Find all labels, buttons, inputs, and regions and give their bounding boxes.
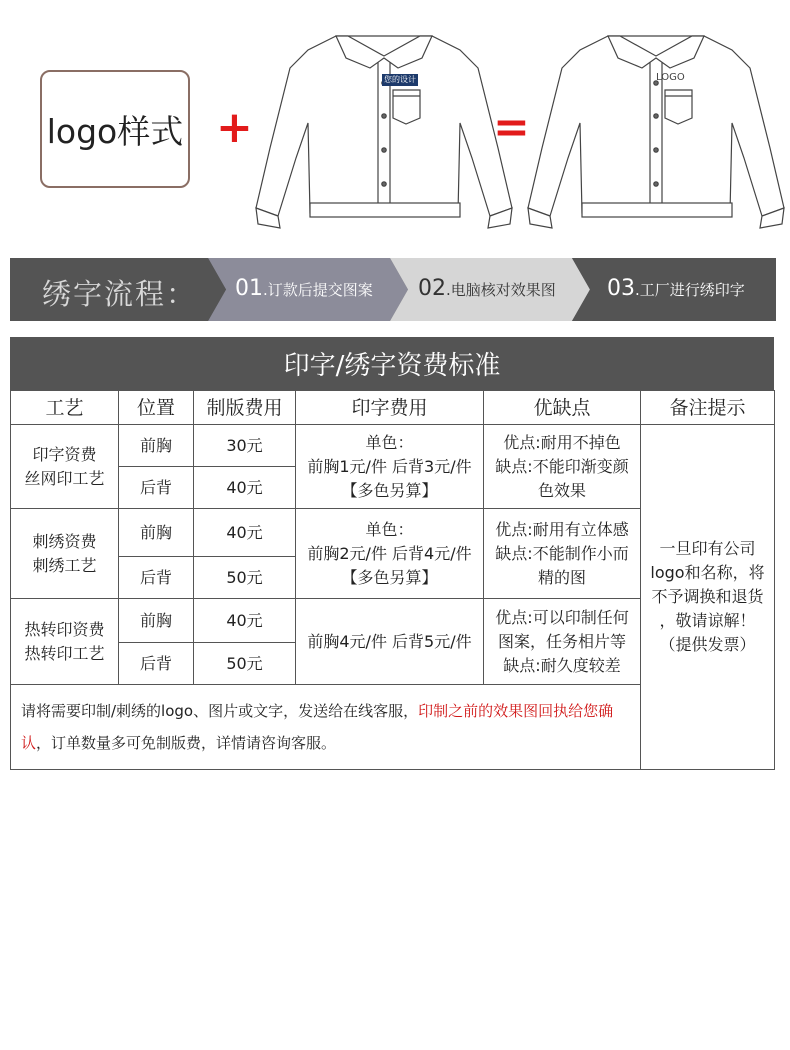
header-pros-cons: 优缺点 (484, 391, 641, 425)
process-title: 绣字流程： (42, 277, 198, 311)
position-cell: 后背 (119, 467, 194, 509)
plate-fee-cell: 40元 (194, 467, 296, 509)
plus-sign: + (216, 102, 253, 153)
plate-fee-cell: 50元 (194, 643, 296, 685)
position-cell: 前胸 (119, 599, 194, 643)
header-print-fee: 印字费用 (296, 391, 484, 425)
footer-highlight: 印制之前的效果图回执给您确认 (21, 702, 614, 752)
header-plate-fee: 制版费用 (194, 391, 296, 425)
header-notes: 备注提示 (641, 391, 775, 425)
position-cell: 前胸 (119, 425, 194, 467)
table-header-row (11, 391, 775, 425)
pros-cons-cell: 优点:耐用有立体感 缺点:不能制作小而 精的图 (484, 509, 641, 599)
craft-cell: 刺绣资费 刺绣工艺 (11, 509, 119, 599)
table-row (11, 425, 775, 467)
pricing-table (10, 390, 775, 770)
notes-cell: 一旦印有公司 logo和名称，将 不予调换和退货 ，敬请谅解！ （提供发票） (641, 425, 775, 770)
print-fee-cell: 单色： 前胸1元/件 后背3元/件 【多色另算】 (296, 425, 484, 509)
print-fee-cell: 单色： 前胸2元/件 后背4元/件 【多色另算】 (296, 509, 484, 599)
shirt-with-design-illustration (248, 28, 518, 233)
plate-fee-cell: 40元 (194, 509, 296, 557)
position-cell: 后背 (119, 557, 194, 599)
plate-fee-cell: 40元 (194, 599, 296, 643)
position-cell: 前胸 (119, 509, 194, 557)
print-fee-cell: 前胸4元/件 后背5元/件 (296, 599, 484, 685)
design-tag: 您的设计 (384, 75, 416, 84)
shirt-with-logo-illustration (520, 28, 790, 233)
logo-style-box (40, 70, 190, 188)
position-cell: 后背 (119, 643, 194, 685)
pros-cons-cell: 优点:可以印制任何 图案，任务相片等 缺点:耐久度较差 (484, 599, 641, 685)
logo-tag: LOGO (656, 72, 685, 83)
logo-style-label: logo样式 (46, 111, 184, 151)
pros-cons-cell: 优点:耐用不掉色 缺点:不能印渐变颜 色效果 (484, 425, 641, 509)
header-position: 位置 (119, 391, 194, 425)
process-step-2: 02.电脑核对效果图 (418, 276, 556, 301)
plate-fee-cell: 50元 (194, 557, 296, 599)
process-step-3: 03.工厂进行绣印字 (607, 276, 745, 301)
process-step-1: 01.订款后提交图案 (235, 276, 373, 301)
process-bar (10, 258, 776, 321)
plate-fee-cell: 30元 (194, 425, 296, 467)
pricing-table-title: 印字/绣字资费标准 (10, 337, 774, 390)
craft-cell: 热转印资费 热转印工艺 (11, 599, 119, 685)
equals-sign: = (493, 102, 530, 153)
craft-cell: 印字资费 丝网印工艺 (11, 425, 119, 509)
footer-instructions: 请将需要印制/刺绣的logo、图片或文字，发送给在线客服，印制之前的效果图回执给您确认，订单数量多可免制版费，详情请咨询客服。 (11, 685, 641, 770)
header-craft: 工艺 (11, 391, 119, 425)
